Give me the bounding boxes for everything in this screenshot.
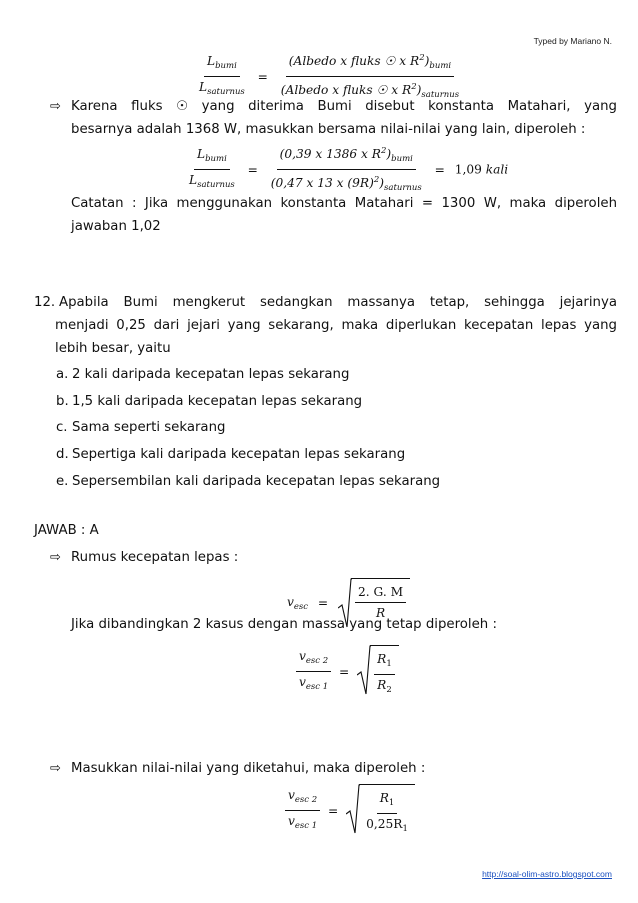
bullet-arrow-icon: ⇨ [50,550,61,565]
lhs-fraction: $\frac{L_{bumi}}{L_{saturnus}}$ [199,54,245,97]
substituted-formula: $\frac{v_{esc 2}}{v_{esc 1}}$ = $\frac{R_1}{0,25R_1}$ [285,784,415,837]
sqrt-symbol: $\frac{2. G. M}{R}$ [338,578,410,628]
option-e: e. Sepersembilan kali daripada kecepatan lepas sekarang [56,474,441,489]
bullet-arrow-icon: ⇨ [50,99,61,114]
step1-text: Rumus kecepatan lepas : [71,550,239,565]
question-line2: menjadi 0,25 dari jejari yang sekarang, maka diperlukan kecepatan lepas yang [55,318,617,333]
rhs-fraction: $\frac{(Albedo x fluks ☉ x R^2)_{bumi}}{(Albedo x fluks ☉ x R^2)_{saturnus}}$ [278,50,462,103]
lhs-fraction-2: $\frac{L_{bumi}}{L_{saturnus}}$ [189,147,235,190]
para1-line2: besarnya adalah 1368 W, masukkan bersama nilai-nilai yang lain, diperoleh : [71,122,586,137]
note-line1: Catatan : Jika menggunakan konstanta Matahari = 1300 W, maka diperoleh [71,196,617,211]
result-value: 1,09 [454,162,482,177]
values-fraction: $\frac{(0,39 x 1386 x R^2)_{bumi}}{(0,47 x 13 x (9R)^2)_{saturnus}}$ [268,143,425,196]
blog-url-link[interactable]: http://soal-olim-astro.blogspot.com [482,869,612,879]
question-line3: lebih besar, yaitu [55,341,171,356]
option-d: d. Sepertiga kali daripada kecepatan lepas sekarang [56,447,406,462]
luminosity-values-formula: $\frac{L_{bumi}}{L_{saturnus}}$ = $\frac{(0,39 x 1386 x R^2)_{bumi}}{(0,47 x 13 x (9R)^2)_{saturnus}}$ = 1,09 kali [186,143,508,196]
bullet-arrow-icon: ⇨ [50,761,61,776]
note-line2: jawaban 1,02 [71,219,161,234]
option-b: b. 1,5 kali daripada kecepatan lepas sekarang [56,394,363,409]
step2-text: Jika dibandingkan 2 kasus dengan massa yang tetap diperoleh : [71,617,497,632]
escape-velocity-formula: $v_{esc}$ = $\frac{2. G. M}{R}$ [287,578,410,628]
sqrt-symbol: $\frac{R_1}{0,25R_1}$ [346,784,415,837]
para1-line1: Karena fluks ☉ yang diterima Bumi disebut konstanta Matahari, yang [71,99,617,114]
option-a: a. 2 kali daripada kecepatan lepas sekarang [56,367,350,382]
option-c: c. Sama seperti sekarang [56,420,226,435]
step3-text: Masukkan nilai-nilai yang diketahui, maka diperoleh : [71,761,426,776]
velocity-ratio-formula: $\frac{v_{esc 2}}{v_{esc 1}}$ = $\frac{R_1}{R_2}$ [296,645,399,698]
typed-by-header: Typed by Mariano N. [533,36,612,46]
answer-label: JAWAB : A [34,523,99,538]
question-line1: Apabila Bumi mengkerut sedangkan massanya tetap, sehingga jejarinya [59,295,617,310]
question-number: 12. [34,295,56,310]
result-unit: kali [485,162,509,177]
sqrt-symbol: $\frac{R_1}{R_2}$ [357,645,399,698]
luminosity-ratio-formula: $\frac{L_{bumi}}{L_{saturnus}}$ = $\frac{(Albedo x fluks ☉ x R^2)_{bumi}}{(Albedo x fluks ☉ x R^2)_{saturnus}}$ [196,50,462,103]
